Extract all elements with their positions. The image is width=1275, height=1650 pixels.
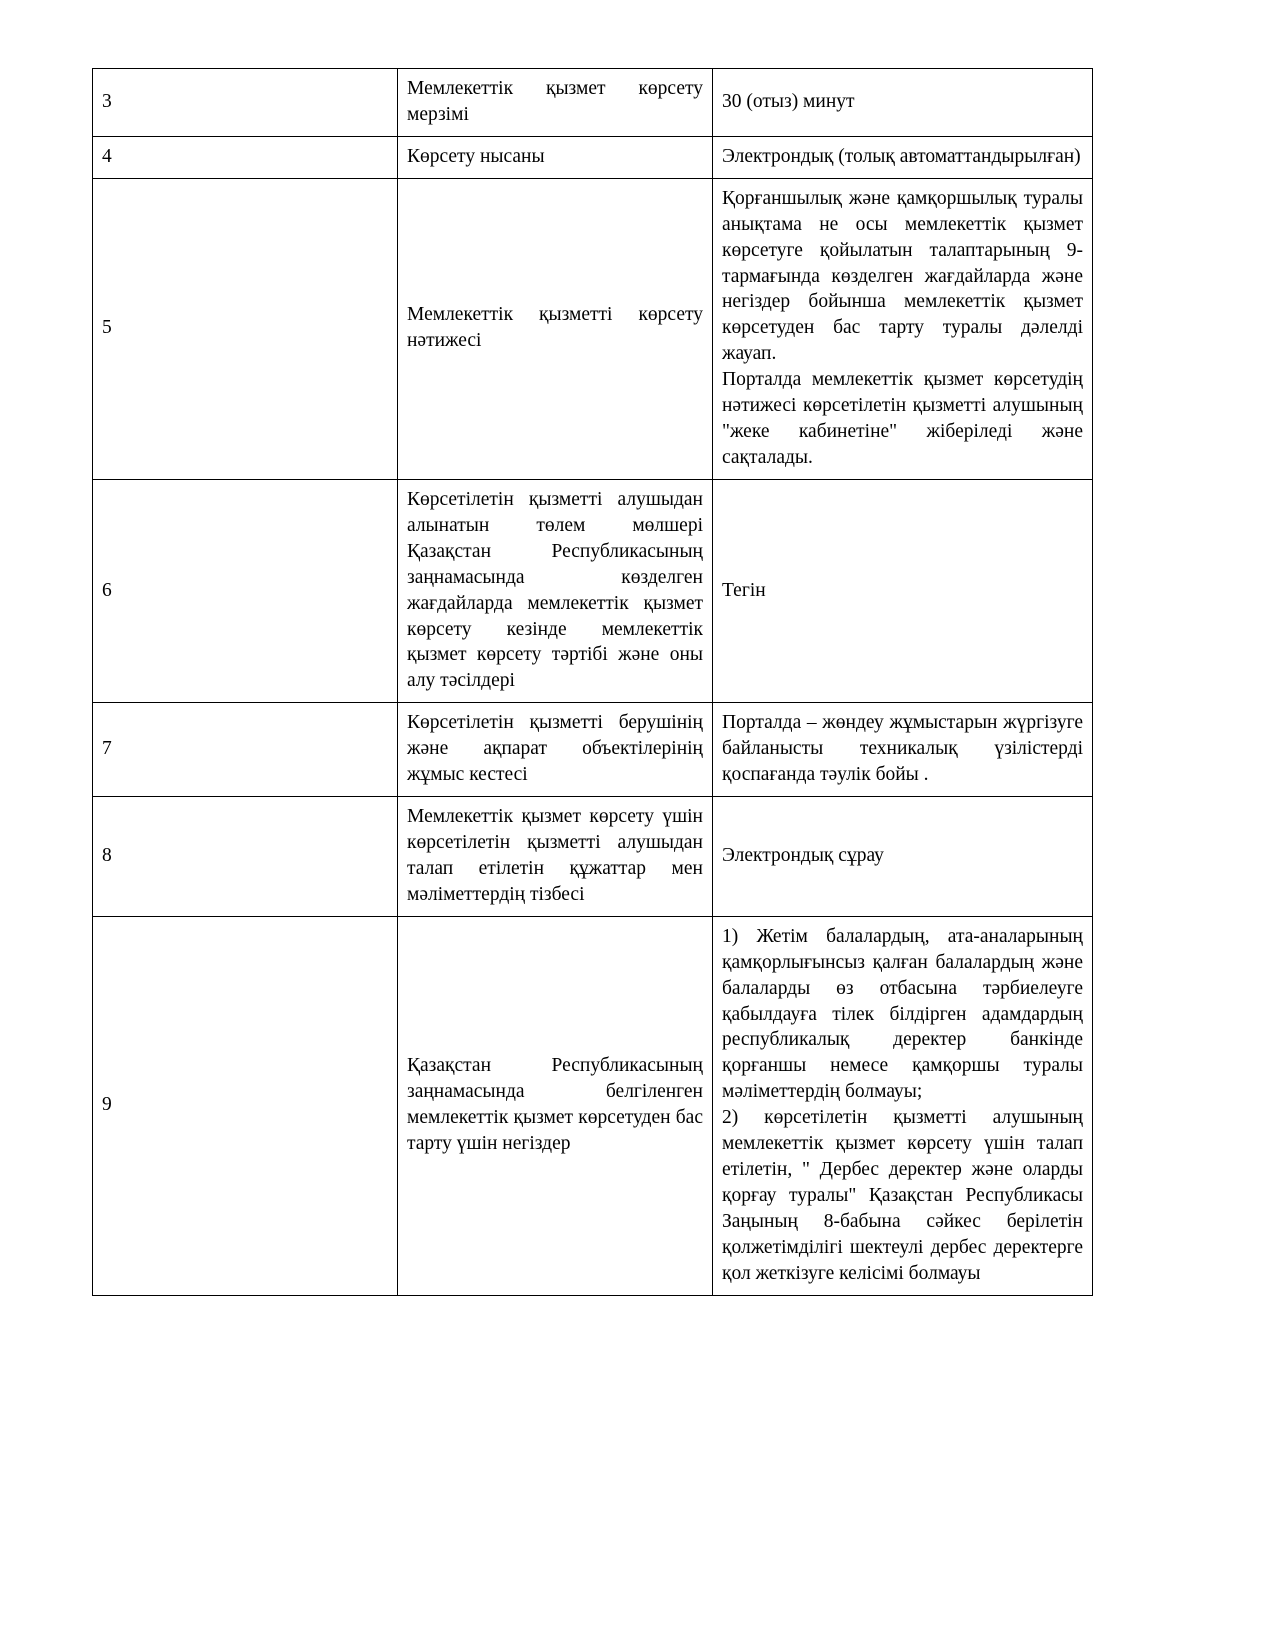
row-label: Мемлекеттік қызмет көрсету мерзімі (398, 69, 713, 137)
table-row (93, 916, 1093, 1295)
table-row (93, 178, 1093, 479)
row-value: Электрондық сұрау (713, 797, 1093, 917)
row-number: 9 (93, 916, 398, 1295)
row-number: 5 (93, 178, 398, 479)
table-row (93, 69, 1093, 137)
row-value-paragraph: 2) көрсетілетін қызметті алушының мемлекеттік қызмет көрсету үшін талап етілетін, " Дербес деректер және оларды қорғау туралы" Қазақстан Республикасы Заңының 8-бабына сәйкес берілетін қолжетімділігі шектеулі дербес деректерге қол жеткізуге келісімі болмауы (722, 1107, 1083, 1284)
row-number: 3 (93, 69, 398, 137)
row-value (713, 178, 1093, 479)
table-row (93, 479, 1093, 702)
row-label: Мемлекеттік қызметті көрсету нәтижесі (398, 178, 713, 479)
row-value: Электрондық (толық автоматтандырылған) (713, 136, 1093, 178)
row-number: 7 (93, 703, 398, 797)
row-label: Көрсетілетін қызметті берушінің және ақпарат объектілерінің жұмыс кестесі (398, 703, 713, 797)
row-value-paragraph: 1) Жетім балалардың, ата-аналарының қамқорлығынсыз қалған балалардың және балаларды өз отбасына тәрбиелеуге қабылдауға тілек білдірген адамдардың республикалық деректер банкінде қорғаншы немесе қамқоршы туралы мәліметтердің болмауы; (722, 925, 1083, 1103)
row-value-paragraph: Порталда мемлекеттік қызмет көрсетудің нәтижесі көрсетілетін қызметті алушының "жеке кабинетіне" жіберіледі және сақталады. (722, 369, 1083, 468)
table-row (93, 703, 1093, 797)
row-number: 4 (93, 136, 398, 178)
row-value-paragraph: Қорғаншылық және қамқоршылық туралы анықтама не осы мемлекеттік қызмет көрсетуге қойылатын талаптарының 9-тармағында көзделген жағдайларда және негіздер бойынша мемлекеттік қызмет көрсетуден бас тарту туралы дәлелді жауап. (722, 187, 1083, 365)
row-number: 8 (93, 797, 398, 917)
row-number: 6 (93, 479, 398, 702)
row-label: Мемлекеттік қызмет көрсету үшін көрсетілетін қызметті алушыдан талап етілетін құжаттар мен мәліметтердің тізбесі (398, 797, 713, 917)
table-row (93, 136, 1093, 178)
row-label: Көрсетілетін қызметті алушыдан алынатын төлем мөлшері Қазақстан Республикасының заңнамасында көзделген жағдайларда мемлекеттік қызмет көрсету кезінде мемлекеттік қызмет көрсету тәртібі және оны алу тәсілдері (398, 479, 713, 702)
row-value (713, 916, 1093, 1295)
row-label: Қазақстан Республикасының заңнамасында белгіленген мемлекеттік қызмет көрсетуден бас тарту үшін негіздер (398, 916, 713, 1295)
service-standard-table (92, 68, 1093, 1296)
row-value: Тегін (713, 479, 1093, 702)
row-value: Порталда – жөндеу жұмыстарын жүргізуге байланысты техникалық үзілістерді қоспағанда тәулік бойы . (713, 703, 1093, 797)
row-label: Көрсету нысаны (398, 136, 713, 178)
table-row (93, 797, 1093, 917)
row-value: 30 (отыз) минут (713, 69, 1093, 137)
